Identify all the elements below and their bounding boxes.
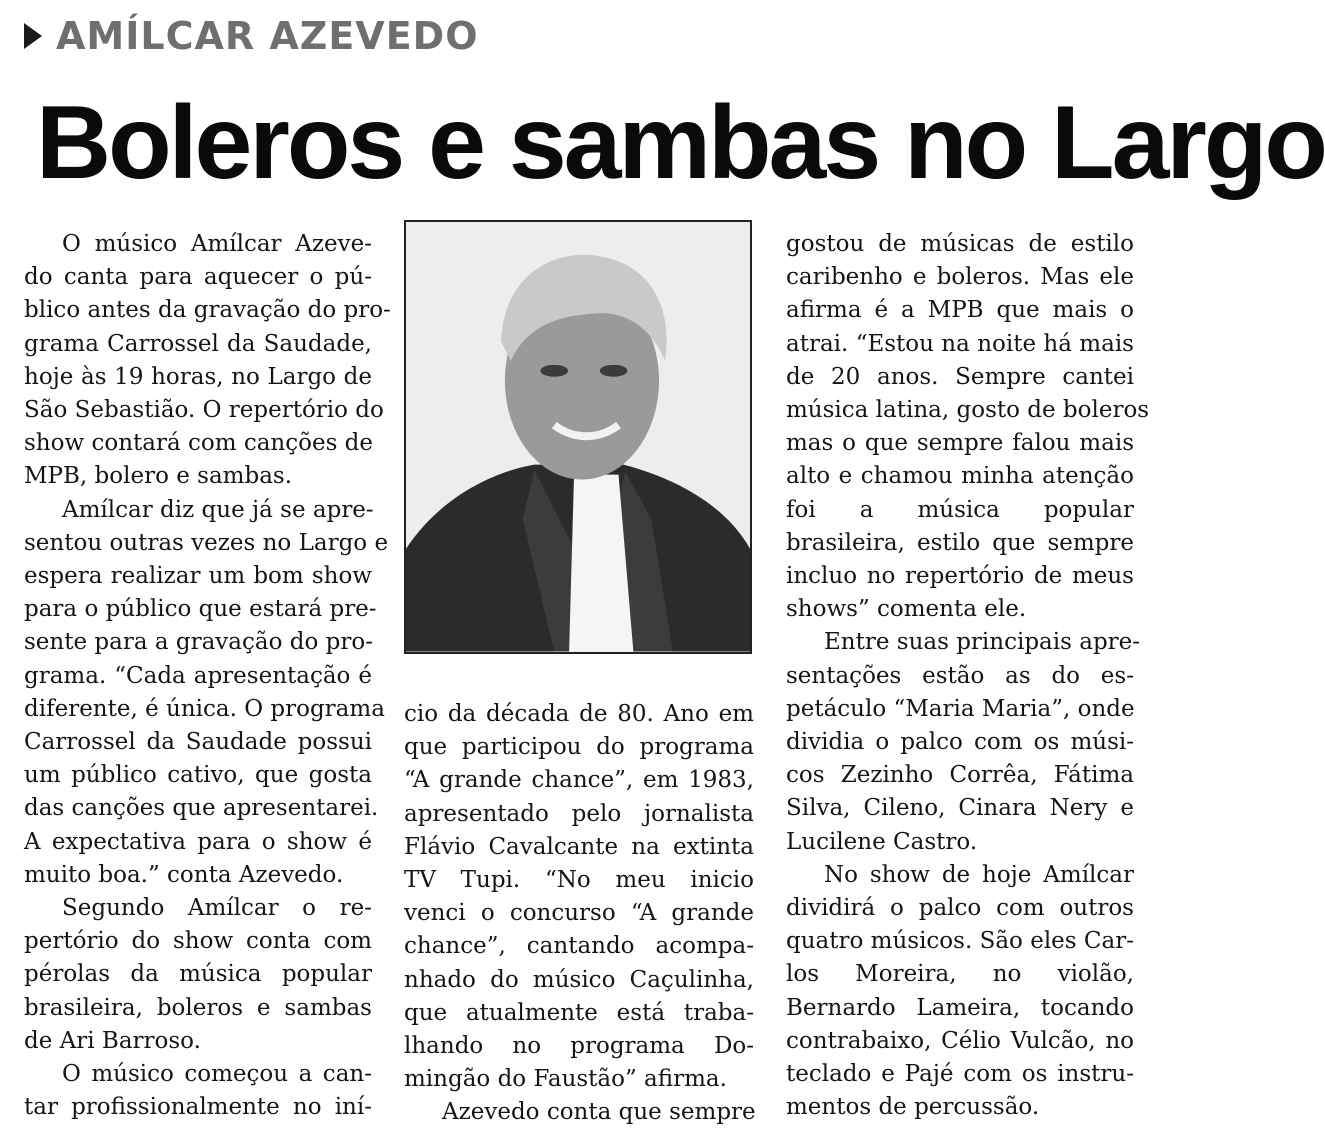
text-line: atrai. “Estou na noite há mais [786,330,1134,357]
text-line: para o público que estará pre- [24,596,377,623]
text-line: A expectativa para o show é [24,828,372,855]
text-line: gostou de músicas de estilo [786,231,1134,257]
article-column-3 [786,228,1150,1124]
text-line: Azevedo conta que sempre [442,1099,756,1126]
text-line: caribenho e boleros. Mas ele [786,264,1134,291]
text-line: afirma é a MPB que mais o [786,297,1134,324]
text-line: chance”, cantando acompa- [404,933,754,960]
text-line: grama Carrossel da Saudade, [24,330,372,357]
text-line: Segundo Amílcar o re- [62,895,372,922]
paragraph-8 [786,626,1141,858]
text-line: grama. “Cada apresentação é [24,662,372,689]
text-line: incluo no repertório de meus [786,563,1134,590]
text-line: que participou do programa [404,734,754,761]
text-line: los Moreira, no violão, [786,961,1134,988]
paragraph-1 [24,228,391,494]
kicker-text: AMÍLCAR AZEVEDO [56,14,479,58]
paragraph-7 [786,228,1150,626]
text-line: São Sebastião. O repertório do [24,397,384,424]
text-line: que atualmente está traba- [404,999,754,1026]
text-line: sente para a gravação do pro- [24,629,373,656]
headline: Boleros e sambas no Largo [36,85,1325,201]
text-line: cos Zezinho Corrêa, Fátima [786,762,1134,789]
text-line: Flávio Cavalcante na extinta [404,833,754,860]
text-line: contrabaixo, Célio Vulcão, no [786,1027,1134,1054]
text-line: lhando no programa Do- [404,1033,754,1060]
paragraph-5 [404,698,754,1096]
text-line: O músico começou a can- [62,1061,372,1088]
text-line: brasileira, boleros e sambas [24,994,372,1021]
text-line: tar profissionalmente no iní- [24,1094,372,1121]
text-line: um público cativo, que gosta [24,762,372,789]
text-line: quatro músicos. São eles Car- [786,928,1134,955]
text-line: TV Tupi. “No meu inicio [404,867,754,894]
portrait-photo [404,220,752,654]
triangle-bullet-icon [24,23,42,49]
text-line: show contará com canções de [24,430,374,457]
text-line: Carrossel da Saudade possui [24,729,372,756]
text-line: No show de hoje Amílcar [824,861,1134,888]
text-line: cio da década de 80. Ano em [404,701,754,727]
text-line: de Ari Barroso. [24,1027,201,1054]
text-line: música latina, gosto de boleros [786,397,1150,424]
text-line: das canções que apresentarei. [24,795,379,822]
section-kicker [24,14,479,58]
text-line: venci o concurso “A grande [404,900,754,927]
portrait-photo-icon [406,222,750,652]
text-line: sentações estão as do es- [786,662,1134,689]
paragraph-4 [24,1058,372,1124]
text-line: shows” comenta ele. [786,596,1027,623]
text-line: blico antes da gravação do pro- [24,297,391,324]
text-line: dividirá o palco com outros [786,895,1134,922]
text-line: brasileira, estilo que sempre [786,529,1134,556]
text-line: diferente, é única. O programa [24,695,385,722]
text-line: O músico Amílcar Azeve- [62,231,372,257]
paragraph-9 [786,859,1134,1125]
paragraph-3 [24,892,372,1058]
text-line: pérolas da música popular [24,961,372,988]
text-line: foi a música popular [786,496,1134,523]
article-column-1 [24,228,391,1124]
text-line: nhado do músico Caçulinha, [404,966,754,993]
text-line: mas o que sempre falou mais [786,430,1134,457]
text-line: Amílcar diz que já se apre- [62,496,374,523]
text-line: mentos de percussão. [786,1094,1040,1121]
text-line: dividia o palco com os músi- [786,729,1134,756]
text-line: teclado e Pajé com os instru- [786,1061,1134,1088]
text-line: Bernardo Lameira, tocando [786,994,1134,1021]
text-line: do canta para aquecer o pú- [24,264,372,291]
text-line: apresentado pelo jornalista [404,800,754,827]
text-line: “A grande chance”, em 1983, [404,767,754,794]
text-line: muito boa.” conta Azevedo. [24,861,344,888]
article-column-2 [404,698,754,1130]
text-line: sentou outras vezes no Largo e [24,529,389,556]
text-line: hoje às 19 horas, no Largo de [24,363,372,390]
text-line: MPB, bolero e sambas. [24,463,293,490]
text-line: alto e chamou minha atenção [786,463,1134,490]
text-line: mingão do Faustão” afirma. [404,1066,727,1093]
text-line: Silva, Cileno, Cinara Nery e [786,795,1134,822]
text-line: de 20 anos. Sempre cantei [786,363,1134,390]
text-line: petáculo “Maria Maria”, onde [786,695,1135,722]
text-line: Lucilene Castro. [786,828,978,855]
paragraph-2 [24,494,389,892]
text-line: espera realizar um bom show [24,563,372,590]
paragraph-6 [404,1096,754,1129]
text-line: pertório do show conta com [24,928,372,955]
text-line: Entre suas principais apre- [824,629,1141,656]
